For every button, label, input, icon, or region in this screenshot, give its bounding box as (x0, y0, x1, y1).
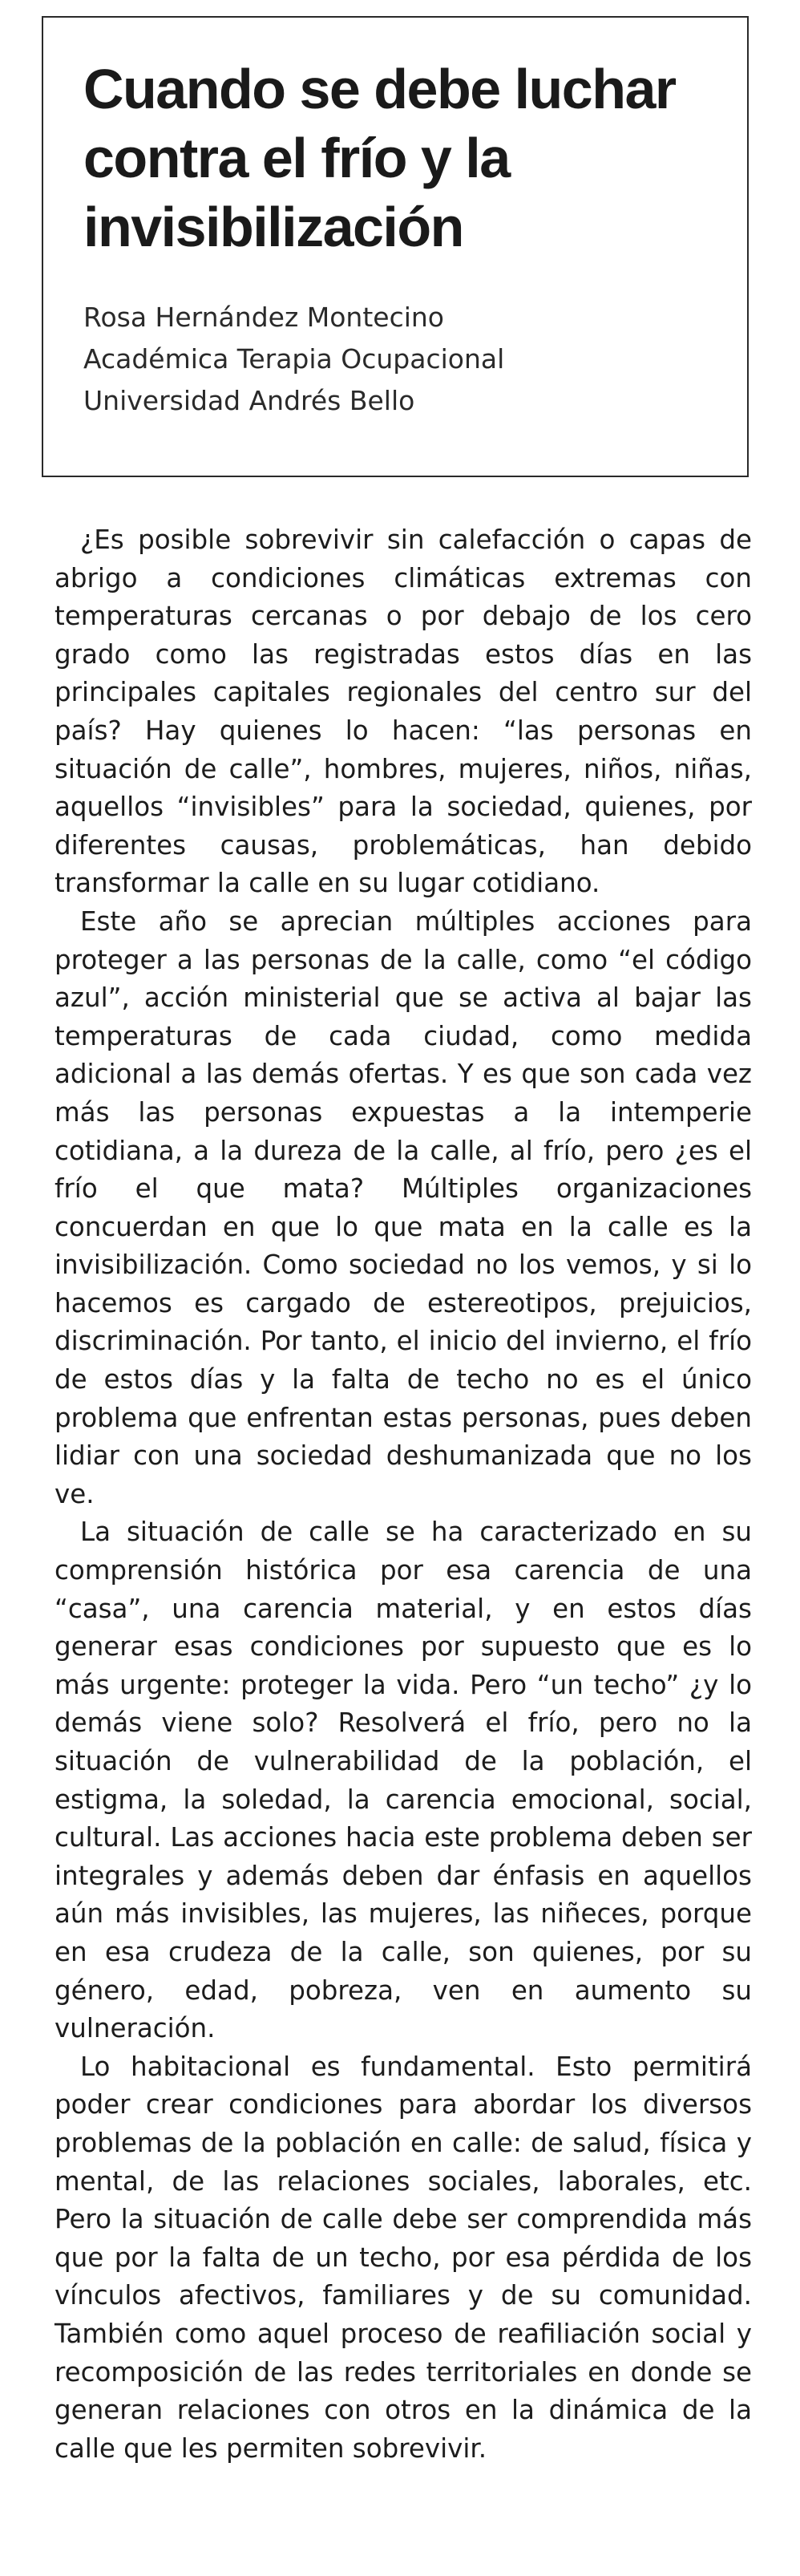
article-paragraph-3: La situación de calle se ha caracterizado en su comprensión histórica por esa carencia de una “casa”, una carencia material, y en estos días generar esas condiciones por supuesto que es lo más urgente: proteger la vida. Pero “un techo” ¿y lo demás viene solo? Resolverá el frío, pero no la situación de vulnerabilidad de la población, el estigma, la soledad, la carencia emocional, social, cultural. Las acciones hacia este problema deben ser integrales y además deben dar énfasis en aquellos aún más invisibles, las mujeres, las niñeces, porque en esa crudeza de la calle, son quienes, por su género, edad, pobreza, ven en aumento su vulneración. (55, 1517, 752, 2044)
headline-line-2: contra el frío y la (83, 127, 510, 189)
headline-line-1: Cuando se debe luchar (83, 58, 676, 120)
author-name: Rosa Hernández Montecino (83, 302, 444, 333)
author-institution: Universidad Andrés Bello (83, 385, 415, 416)
article-paragraph-4: Lo habitacional es fundamental. Esto permitirá poder crear condiciones para abordar los diversos problemas de la población en calle: de salud, física y mental, de las relaciones sociales, laborales, etc. Pero la situación de calle debe ser comprendida más que por la falta de un techo, por esa pérdida de los vínculos afectivos, familiares y de su comunidad. También como aquel proceso de reafiliación social y recomposición de las redes territoriales en donde se generan relaciones con otros en la dinámica de la calle que les permiten sobrevivir. (55, 2051, 752, 2464)
headline-box (42, 16, 749, 477)
headline-line-3: invisibilización (83, 196, 463, 258)
author-role: Académica Terapia Ocupacional (83, 343, 505, 375)
article-paragraph-1: ¿Es posible sobrevivir sin calefacción o capas de abrigo a condiciones climáticas extremas con temperaturas cercanas o por debajo de los cero grado como las registradas estos días en las principales capitales regionales del centro sur del país? Hay quienes lo hacen: “las personas en situación de calle”, hombres, mujeres, niños, niñas, aquellos “invisibles” para la sociedad, quienes, por diferentes causas, problemáticas, han debido transformar la calle en su lugar cotidiano. (55, 525, 752, 899)
article-paragraph-2: Este año se aprecian múltiples acciones para proteger a las personas de la calle, como “el código azul”, acción ministerial que se activa al bajar las temperaturas de cada ciudad, como medida adicional a las demás ofertas. Y es que son cada vez más las personas expuestas a la intemperie cotidiana, a la dureza de la calle, al frío, pero ¿es el frío el que mata? Múltiples organizaciones concuerdan en que lo que mata en la calle es la invisibilización. Como sociedad no los vemos, y si lo hacemos es cargado de estereotipos, prejuicios, discriminación. Por tanto, el inicio del invierno, el frío de estos días y la falta de techo no es el único problema que enfrentan estas personas, pues deben lidiar con una sociedad deshumanizada que no los ve. (55, 905, 752, 1509)
article-headline (83, 55, 712, 261)
article-body (55, 521, 752, 2468)
byline (83, 297, 712, 422)
